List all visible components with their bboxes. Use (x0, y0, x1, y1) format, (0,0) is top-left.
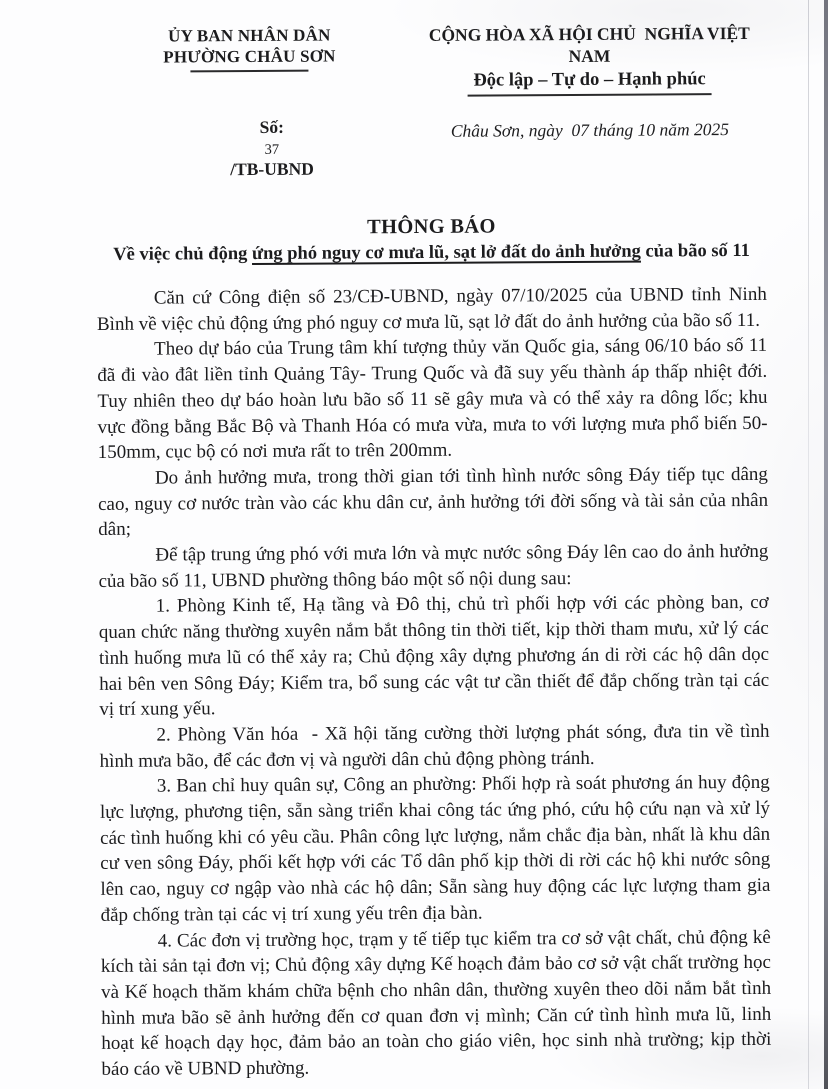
body-paragraph-item-4: 4. Các đơn vị trường học, trạm y tế tiếp tục kiểm tra cơ sở vật chất, chủ động kê kích tài sản tại đơn vị; Chủ động xây dựng Kế hoạch đảm bảo cơ sở vật chất trường học và Kế hoạch thăm khám chữa bệnh cho nhân dân, thường xuyên theo dõi nắm bắt tình hình mưa bão sẽ ảnh hưởng đến cơ quan đơn vị mình; Căn cứ tình hình mưa lũ, linh hoạt kế hoạch dạy học, đảm bảo an toàn cho giáo viên, học sinh nhà trường; kịp thời báo cáo về UBND phường. (100, 926, 777, 1081)
subtitle-underlined-segment: ứng phó nguy cơ mưa lũ, sạt lở đất do ảnh hưởng (251, 241, 641, 264)
body-paragraph-item-1: 1. Phòng Kinh tế, Hạ tầng và Đô thị, chủ trì phối hợp với các phòng ban, cơ quan chức năng thường xuyên nắm bắt thông tin thời tiết, kịp thời tham mưu, xử lý các tình huống mưa lũ có thể xảy ra; Chủ động xây dựng phương án di rời các hộ dân dọc hai bên ven Sông Đáy; Kiểm tra, bổ sung các vật tư cần thiết để đắp chống tràn tại các vị trí xung yếu. (98, 592, 774, 721)
subtitle-suffix: của bão số 11 (640, 240, 750, 262)
document-number-suffix: /TB-UBND (230, 158, 314, 180)
document-body (96, 282, 777, 1083)
org-underline-rule (191, 70, 309, 73)
document-header (95, 22, 766, 202)
motto-line: Độc lập – Tự do – Hạnh phúc (467, 68, 711, 96)
body-paragraph-item-2: 2. Phòng Văn hóa - Xã hội tăng cường thời lượng phát sóng, đưa tin về tình hình mưa bão, để các đơn vị và người dân chủ động phòng tránh. (99, 720, 775, 772)
org-name-line2: PHƯỜNG CHÂU SƠN (163, 46, 336, 67)
national-motto-block (413, 22, 766, 200)
body-paragraph-item-3: 3. Ban chỉ huy quân sự, Công an phường: Phối hợp rà soát phương án huy động lực lượng, phương tiện, sẵn sàng triển khai công tác ứng phó, cứu hộ cứu nạn và xử lý các tình huống khi có yêu cầu. Phân công lực lượng, nắm chắc địa bàn, nhất là khu dân cư ven sông Đáy, phối kết hợp với các Tổ dân phố kịp thời di rời các hộ khi nước sông lên cao, nguy cơ ngập vào nhà các hộ dân; Sẵn sàng huy động các lực lượng tham gia đắp chống tràn tại các vị trí xung yếu trên địa bàn. (99, 772, 776, 926)
document-number-value: 37 (264, 141, 280, 158)
document-subtitle (96, 238, 766, 269)
body-paragraph: Căn cứ Công điện số 23/CĐ-UBND, ngày 07/10/2025 của UBND tỉnh Ninh Bình về việc chủ động ứng phó nguy cơ mưa lũ, sạt lở đất do ảnh hưởng của bão số 11. (96, 283, 772, 335)
document-title: THÔNG BÁO (367, 215, 496, 239)
motto-line-wrap (414, 68, 766, 97)
subtitle-prefix: Về việc chủ động (113, 243, 253, 265)
national-name-line: CỘNG HÒA XÃ HỘI CHỦ NGHĨA VIỆT NAM (428, 22, 755, 67)
body-paragraph: Theo dự báo của Trung tâm khí tượng thủy văn Quốc gia, sáng 06/10 báo số 11 đã đi vào đât liền tỉnh Quảng Tây- Trung Quốc và đã suy yếu thành áp thấp nhiệt đới. Tuy nhiên theo dự báo hoàn lưu bão số 11 sẽ gây mưa và có thể xảy ra dông lốc; khu vực đồng bằng Bắc Bộ và Thanh Hóa có mưa vừa, mưa to với lượng mưa phổ biến 50-150mm, cục bộ có nơi mưa rất to trên 200mm. (97, 335, 773, 464)
document-number-label: Số: (259, 116, 284, 137)
place-and-date-line: Châu Sơn, ngày 07 tháng 10 năm 2025 (450, 119, 730, 141)
body-paragraph: Do ảnh hưởng mưa, trong thời gian tới tình hình nước sông Đáy tiếp tục dâng cao, nguy cơ nước tràn vào các khu dân cư, ảnh hưởng tới đời sống và tài sản của nhân dân; (98, 463, 773, 541)
org-name-line1: ỦY BAN NHÂN DÂN (168, 25, 331, 46)
body-paragraph: Để tập trung ứng phó với mưa lớn và mực nước sông Đáy lên cao do ảnh hưởng của bão số 11, UBND phường thông báo một số nội dung sau: (98, 540, 774, 592)
document-number-line (96, 95, 405, 202)
issuing-org-block (95, 24, 414, 202)
